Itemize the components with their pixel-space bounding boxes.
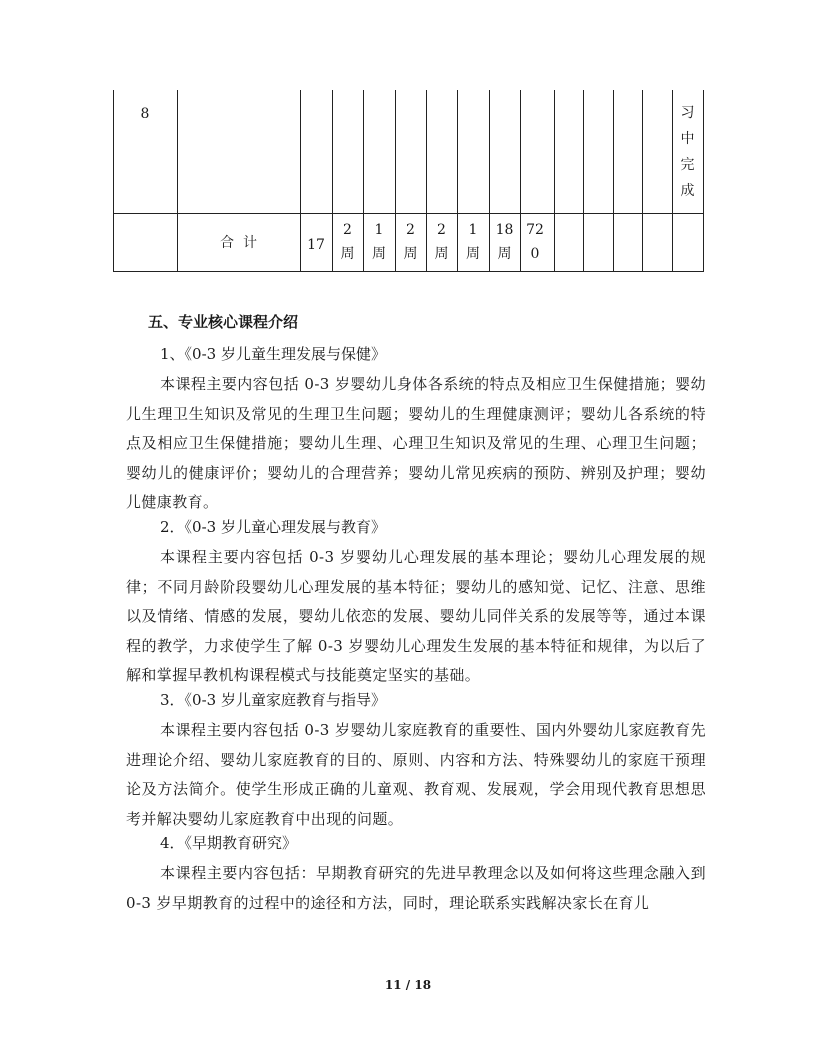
total-cell bbox=[300, 233, 332, 257]
total-value: 1 bbox=[374, 222, 384, 238]
schedule-table bbox=[113, 90, 704, 272]
total-value: 2 bbox=[343, 222, 352, 238]
total-unit: 周 bbox=[466, 246, 480, 262]
total-unit: 周 bbox=[372, 246, 386, 262]
total-cell bbox=[489, 218, 520, 266]
course-body: 本课程主要内容包括 0-3 岁婴幼儿心理发展的基本理论；婴幼儿心理发展的规律；不同月龄阶段婴幼儿心理发展的基本特征；婴幼儿的感知觉、记忆、注意、思维以及情绪、情感的发展，婴幼儿依恋的发展、婴幼儿同伴关系的发展等等，通过本课程的教学，力求使学生了解 0-3 岁婴幼儿心理发生发展的基本特征和规律，为以后了解和掌握早教机构课程模式与技能奠定坚实的基础。 bbox=[126, 548, 706, 685]
total-value: 2 bbox=[437, 222, 446, 238]
row-index: 8 bbox=[140, 106, 150, 122]
total-unit: 周 bbox=[340, 246, 355, 262]
row8-last-cell bbox=[672, 100, 703, 204]
page-number: 11 / 18 bbox=[384, 978, 432, 992]
cell-char: 成 bbox=[680, 183, 695, 199]
total-value: 1 bbox=[468, 222, 478, 238]
total-unit: 周 bbox=[434, 246, 449, 262]
total-value: 2 bbox=[406, 222, 415, 238]
total-value: 17 bbox=[307, 237, 325, 253]
total-unit: 周 bbox=[403, 246, 418, 262]
course-title: 1、《0-3 岁儿童生理发展与保健》 bbox=[160, 345, 386, 363]
total-unit: 周 bbox=[497, 246, 512, 262]
section-heading: 五、专业核心课程介绍 bbox=[148, 313, 299, 331]
cell-char: 习 bbox=[680, 105, 695, 121]
course-body: 本课程主要内容包括 0-3 岁婴幼儿身体各系统的特点及相应卫生保健措施；婴幼儿生理卫生知识及常见的生理卫生问题；婴幼儿的生理健康测评；婴幼儿各系统的特点及相应卫生保健措施；婴幼儿生理、心理卫生知识及常见的生理、心理卫生问题；婴幼儿的健康评价；婴幼儿的合理营养；婴幼儿常见疾病的预防、辨别及护理；婴幼儿健康教育。 bbox=[126, 375, 706, 512]
total-cell bbox=[520, 218, 550, 266]
total-cell bbox=[363, 218, 395, 266]
cell-char: 中 bbox=[680, 131, 695, 147]
total-cell bbox=[426, 218, 457, 266]
total-value: 18 bbox=[495, 222, 514, 238]
total-cell bbox=[332, 218, 363, 266]
course-body: 本课程主要内容包括：早期教育研究的先进早教理念以及如何将这些理念融入到 0-3 岁早期教育的过程中的途径和方法，同时，理论联系实践解决家长在育儿 bbox=[126, 864, 706, 912]
course-title: 3．《0-3 岁儿童家庭教育与指导》 bbox=[160, 691, 386, 709]
course-body: 本课程主要内容包括 0-3 岁婴幼儿家庭教育的重要性、国内外婴幼儿家庭教育先进理论介绍、婴幼儿家庭教育的目的、原则、内容和方法、特殊婴幼儿的家庭干预理论及方法简介。使学生形成正确的儿童观、教育观、发展观，学会用现代教育思想思考并解决婴幼儿家庭教育中出现的问题。 bbox=[126, 721, 706, 828]
total-cell bbox=[457, 218, 489, 266]
total-value: 72 bbox=[526, 222, 544, 238]
course-title: 2．《0-3 岁儿童心理发展与教育》 bbox=[160, 518, 386, 536]
total-label: 合 计 bbox=[220, 235, 257, 251]
total-unit: 0 bbox=[530, 246, 540, 262]
total-cell bbox=[395, 218, 426, 266]
course-title: 4．《早期教育研究》 bbox=[160, 834, 298, 852]
cell-char: 完 bbox=[680, 157, 695, 173]
